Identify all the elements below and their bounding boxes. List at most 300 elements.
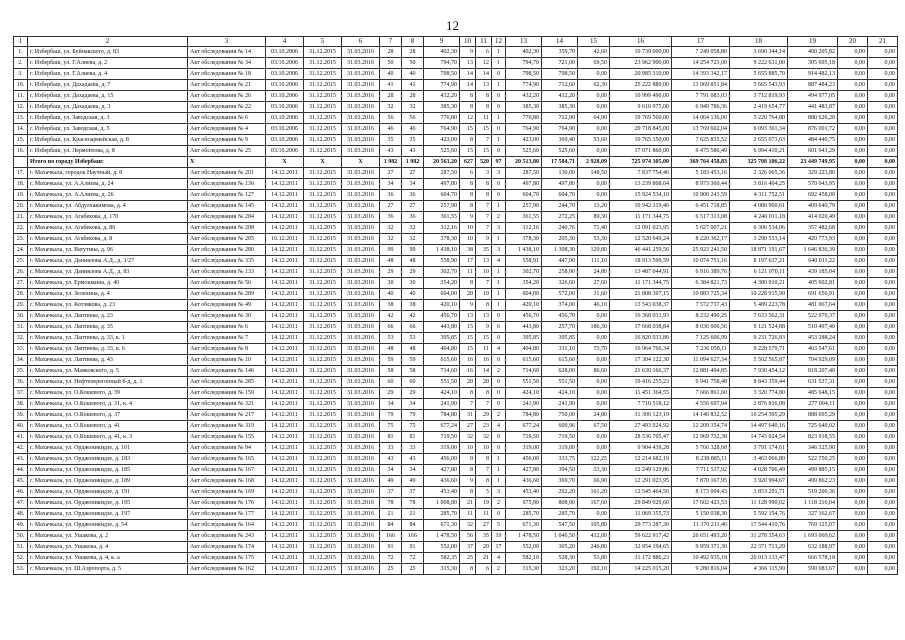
- table-cell: Акт обследования № 167: [188, 465, 266, 476]
- table-cell: 8: [476, 91, 492, 102]
- table-cell: 38: [402, 300, 424, 311]
- table-cell: 3: [476, 168, 492, 179]
- table-row: [14, 410, 898, 421]
- table-cell: 33: [402, 443, 424, 454]
- table-cell: 31.12.2015: [304, 135, 342, 146]
- table-cell: 03.10.2006: [266, 135, 304, 146]
- table-cell: 0,00: [868, 135, 898, 146]
- table-cell: 33.: [14, 344, 28, 355]
- table-cell: 0,00: [838, 223, 868, 234]
- table-cell: 241,90: [424, 399, 460, 410]
- table-cell: 1 118 216,04: [788, 498, 838, 509]
- table-cell: 32: [460, 520, 476, 531]
- table-cell: 50: [402, 58, 424, 69]
- table-cell: 0,00: [868, 388, 898, 399]
- table-cell: 14: [460, 80, 476, 91]
- table-cell: 257,90: [424, 201, 460, 212]
- table-row: [14, 542, 898, 553]
- table-cell: 499 862,23: [788, 476, 838, 487]
- table-cell: 31.12.2015: [304, 454, 342, 465]
- table-cell: 764,90: [542, 124, 578, 135]
- table-cell: 14.12.2011: [266, 201, 304, 212]
- table-cell: 31.12.2015: [304, 212, 342, 223]
- table-cell: 31.12.2015: [304, 432, 342, 443]
- table-cell: 784,80: [424, 410, 460, 421]
- table-cell: 0,00: [838, 47, 868, 58]
- table-cell: 0,00: [868, 377, 898, 388]
- table-cell: 8 197 637,21: [730, 256, 788, 267]
- table-cell: 31.03.2016: [342, 223, 380, 234]
- table-cell: 8: [460, 91, 476, 102]
- table-cell: г. Избербаш, ул. Заводская, д. 5: [28, 124, 188, 135]
- table-cell: г. Махачкала, ул. Орджоникидзе, д. 101: [28, 443, 188, 454]
- table-cell: 1: [492, 278, 506, 289]
- table-cell: 604,70: [424, 190, 460, 201]
- table-row: [14, 146, 898, 157]
- table-cell: 6 949 786,36: [672, 102, 730, 113]
- register-table-container: [13, 36, 897, 575]
- table-cell: Акт обследования № 8: [188, 344, 266, 355]
- table-cell: 354,20: [424, 278, 460, 289]
- table-cell: 4 028 706,49: [730, 465, 788, 476]
- table-cell: 25 222 880,00: [610, 80, 672, 91]
- table-cell: Акт обследования № 145: [188, 201, 266, 212]
- table-cell: 31 172 886,23: [610, 553, 672, 564]
- table-cell: 395,85: [424, 333, 460, 344]
- table-cell: 7 711 537,92: [672, 465, 730, 476]
- table-row: [14, 245, 898, 256]
- column-number-11: 11: [476, 37, 492, 47]
- table-row: [14, 421, 898, 432]
- column-number-7: 7: [380, 37, 402, 47]
- table-cell: 16.: [14, 146, 28, 157]
- table-cell: 551,50: [542, 377, 578, 388]
- table-cell: 774,90: [424, 80, 460, 91]
- table-cell: 27: [380, 168, 402, 179]
- table-cell: 246,80: [578, 542, 610, 553]
- table-cell: 0,00: [838, 234, 868, 245]
- table-cell: 14 497 640,16: [730, 421, 788, 432]
- table-cell: 14.12.2011: [266, 322, 304, 333]
- table-cell: 15: [460, 124, 476, 135]
- table-cell: 818 207,40: [788, 366, 838, 377]
- table-cell: 8: [460, 179, 476, 190]
- table-cell: 497,80: [506, 179, 542, 190]
- table-cell: X: [304, 157, 342, 168]
- table-cell: 14.12.2011: [266, 454, 304, 465]
- table-cell: 129,80: [578, 245, 610, 256]
- table-cell: 31.03.2016: [342, 410, 380, 421]
- table-cell: 414 020,49: [788, 212, 838, 223]
- table-cell: 19 416 255,23: [610, 377, 672, 388]
- table-cell: 31 306 123,19: [610, 410, 672, 421]
- table-cell: 31.12.2015: [304, 388, 342, 399]
- table-cell: 456,70: [542, 311, 578, 322]
- table-cell: 17 668 038,84: [610, 322, 672, 333]
- table-cell: 31.12.2015: [304, 509, 342, 520]
- table-cell: 03.10.2006: [266, 69, 304, 80]
- table-cell: 292,20: [542, 487, 578, 498]
- table-cell: 671,30: [424, 520, 460, 531]
- table-cell: 28: [402, 91, 424, 102]
- table-cell: 420 773,93: [788, 234, 838, 245]
- table-cell: 31.12.2015: [304, 234, 342, 245]
- table-cell: 31.03.2016: [342, 399, 380, 410]
- table-cell: 8: [460, 487, 476, 498]
- table-cell: 0,00: [868, 498, 898, 509]
- table-cell: г. Махачкала, ул. Орджоникидзе, д. 195: [28, 498, 188, 509]
- table-cell: 35.: [14, 366, 28, 377]
- table-cell: 25.: [14, 256, 28, 267]
- table-cell: 405 602,81: [788, 278, 838, 289]
- table-cell: г. Махачкала, ул. Ушакова, д. 4, к. а: [28, 553, 188, 564]
- table-cell: 725 640,02: [788, 421, 838, 432]
- table-cell: 23: [476, 421, 492, 432]
- table-cell: 8: [476, 454, 492, 465]
- table-cell: 14.12.2011: [266, 267, 304, 278]
- table-cell: 427,80: [424, 465, 460, 476]
- table-row: [14, 223, 898, 234]
- table-cell: 677,24: [506, 421, 542, 432]
- table-cell: 10 492 935,18: [672, 553, 730, 564]
- table-cell: 03.10.2006: [266, 80, 304, 91]
- table-cell: 1: [492, 289, 506, 300]
- table-cell: 14.12.2011: [266, 509, 304, 520]
- table-cell: Акт обследования № 280: [188, 245, 266, 256]
- table-cell: 590 083,67: [788, 564, 838, 575]
- table-cell: г. Махачкала, ул. Лаптиева, д. 23: [28, 311, 188, 322]
- table-cell: 484 440,75: [788, 135, 838, 146]
- table-cell: 319,00: [506, 443, 542, 454]
- table-cell: 0,00: [868, 564, 898, 575]
- table-cell: 36: [380, 190, 402, 201]
- table-cell: 3 320 774,80: [730, 388, 788, 399]
- table-cell: 1: [492, 476, 506, 487]
- table-cell: 6 384 821,73: [672, 278, 730, 289]
- table-cell: 31.12.2015: [304, 465, 342, 476]
- table-cell: 59 622 917,42: [610, 531, 672, 542]
- table-cell: 1 982: [380, 157, 402, 168]
- table-cell: 2 928,09: [578, 157, 610, 168]
- table-cell: 19: [476, 498, 492, 509]
- table-cell: Акт обследования № 7: [188, 333, 266, 344]
- table-cell: 436,60: [424, 476, 460, 487]
- table-cell: 443,80: [424, 322, 460, 333]
- table-cell: 78: [402, 498, 424, 509]
- table-cell: 11: [476, 113, 492, 124]
- table-cell: 10.: [14, 80, 28, 91]
- table-cell: 441 483,87: [788, 102, 838, 113]
- table-row: [14, 278, 898, 289]
- table-cell: 03.10.2006: [266, 113, 304, 124]
- table-cell: 31.12.2015: [304, 410, 342, 421]
- table-cell: 525,60: [542, 146, 578, 157]
- table-cell: 48: [402, 256, 424, 267]
- table-cell: 0,00: [578, 179, 610, 190]
- table-cell: 31.12.2015: [304, 355, 342, 366]
- table-cell: 31.03.2016: [342, 300, 380, 311]
- table-cell: 31.12.2015: [304, 47, 342, 58]
- table-row: [14, 267, 898, 278]
- table-cell: 369,70: [542, 476, 578, 487]
- table-row: [14, 289, 898, 300]
- table-cell: 604,00: [424, 289, 460, 300]
- table-cell: 369,40: [542, 135, 578, 146]
- table-cell: 31.03.2016: [342, 487, 380, 498]
- table-cell: 186,30: [578, 322, 610, 333]
- table-cell: 315,30: [424, 564, 460, 575]
- table-cell: 34: [380, 399, 402, 410]
- table-cell: 497,80: [542, 179, 578, 190]
- table-cell: 0,00: [578, 91, 610, 102]
- table-cell: 666 578,18: [788, 553, 838, 564]
- table-cell: 29: [476, 410, 492, 421]
- table-cell: 41.: [14, 432, 28, 443]
- table-cell: 53: [402, 333, 424, 344]
- table-cell: 8: [476, 102, 492, 113]
- table-cell: 0,00: [838, 113, 868, 124]
- table-cell: 385,30: [542, 102, 578, 113]
- table-cell: 14.12.2011: [266, 344, 304, 355]
- column-number-12: 12: [492, 37, 506, 47]
- table-cell: 0,00: [868, 410, 898, 421]
- table-cell: 327 162,67: [788, 509, 838, 520]
- table-cell: 31.03.2016: [342, 322, 380, 333]
- table-cell: 0,00: [838, 256, 868, 267]
- table-cell: 31.03.2016: [342, 278, 380, 289]
- table-cell: 4 380 910,21: [730, 278, 788, 289]
- table-cell: 42,60: [578, 47, 610, 58]
- table-cell: 91: [402, 542, 424, 553]
- table-cell: 494 977,05: [788, 91, 838, 102]
- column-number-21: 21: [868, 37, 898, 47]
- table-cell: 58: [402, 366, 424, 377]
- table-cell: 31.12.2015: [304, 531, 342, 542]
- table-cell: 28: [380, 47, 402, 58]
- table-cell: 18 871 191,67: [730, 245, 788, 256]
- table-cell: 36.: [14, 377, 28, 388]
- table-cell: 8: [476, 179, 492, 190]
- table-cell: 7 710 518,12: [610, 399, 672, 410]
- table-row: [14, 69, 898, 80]
- table-cell: 14.12.2011: [266, 487, 304, 498]
- table-row: [14, 520, 898, 531]
- table-cell: 9 475 586,49: [672, 146, 730, 157]
- table-cell: 11: [460, 267, 476, 278]
- table-cell: 13,20: [578, 201, 610, 212]
- table-cell: 14.12.2011: [266, 355, 304, 366]
- table-cell: 10 883 725,34: [672, 289, 730, 300]
- table-cell: 81: [402, 432, 424, 443]
- table-cell: 0,00: [868, 553, 898, 564]
- table-cell: 15: [460, 344, 476, 355]
- table-row: [14, 564, 898, 575]
- table-cell: 27: [402, 168, 424, 179]
- table-cell: 29: [380, 267, 402, 278]
- table-cell: 99: [380, 245, 402, 256]
- table-cell: 14.12.2011: [266, 399, 304, 410]
- table-cell: 66,90: [578, 476, 610, 487]
- table-cell: 402,30: [424, 47, 460, 58]
- table-cell: 31.12.2015: [304, 443, 342, 454]
- table-cell: 20.: [14, 201, 28, 212]
- table-cell: 5 592 154,76: [730, 509, 788, 520]
- table-cell: 0,00: [868, 454, 898, 465]
- table-cell: 2: [492, 498, 506, 509]
- table-cell: Акт обследования № 150: [188, 388, 266, 399]
- table-cell: 31.12.2015: [304, 80, 342, 91]
- table-cell: 10 900 243,59: [672, 190, 730, 201]
- table-cell: 13: [460, 311, 476, 322]
- table-cell: г. Махачкала, ул. А.Алиева, д. 26: [28, 190, 188, 201]
- table-cell: 1: [492, 267, 506, 278]
- table-cell: 31.12.2015: [304, 58, 342, 69]
- table-cell: 2: [492, 410, 506, 421]
- table-cell: 0,00: [868, 146, 898, 157]
- table-cell: 22 371 713,29: [730, 542, 788, 553]
- table-cell: 36: [402, 190, 424, 201]
- table-cell: 49: [380, 476, 402, 487]
- table-cell: 0,00: [838, 267, 868, 278]
- table-cell: 305 695,18: [788, 58, 838, 69]
- table-cell: 0,00: [838, 410, 868, 421]
- table-cell: 14.12.2011: [266, 179, 304, 190]
- table-cell: 2.: [14, 58, 28, 69]
- register-table: [13, 36, 898, 575]
- table-cell: г. Махачкала, ул. О.Кошевого, д. 41: [28, 421, 188, 432]
- column-number-5: 5: [304, 37, 342, 47]
- table-cell: 0,00: [578, 432, 610, 443]
- table-cell: 14.12.2011: [266, 278, 304, 289]
- table-cell: 31.03.2016: [342, 531, 380, 542]
- table-cell: 2: [492, 212, 506, 223]
- table-row: [14, 113, 898, 124]
- table-cell: Акт обследования № 127: [188, 190, 266, 201]
- table-cell: 0: [492, 355, 506, 366]
- table-cell: 0,00: [838, 168, 868, 179]
- table-cell: 725 974 305,00: [610, 157, 672, 168]
- table-cell: 14.12.2011: [266, 245, 304, 256]
- table-cell: 764,90: [506, 124, 542, 135]
- table-cell: 31.12.2015: [304, 179, 342, 190]
- table-cell: г. Махачкала, ул. А.Алиева, д. 24: [28, 179, 188, 190]
- table-cell: 91: [380, 542, 402, 553]
- table-cell: г. Махачкала, ул. Лаптиева, д. 33, к. 1: [28, 333, 188, 344]
- table-cell: 31.03.2016: [342, 366, 380, 377]
- table-cell: 10: [476, 443, 492, 454]
- table-cell: 423,00: [506, 135, 542, 146]
- table-cell: 0,00: [868, 421, 898, 432]
- table-cell: 5 183 453,16: [672, 168, 730, 179]
- table-cell: 7 633 562,31: [730, 311, 788, 322]
- table-row: [14, 212, 898, 223]
- column-number-9: 9: [424, 37, 460, 47]
- table-cell: г. Избербаш, ул. Дахадаева, д. 15: [28, 91, 188, 102]
- table-cell: 5 502 565,87: [730, 355, 788, 366]
- table-cell: 31.12.2015: [304, 223, 342, 234]
- table-cell: 31.03.2016: [342, 564, 380, 575]
- table-cell: г. Махачкала, ул. Орджоникидзе, д. 197: [28, 509, 188, 520]
- table-cell: 378,30: [506, 234, 542, 245]
- table-cell: 0,00: [868, 311, 898, 322]
- table-cell: 45.: [14, 476, 28, 487]
- table-cell: г. Махачкала, ул. Ушакова, д. 4: [28, 542, 188, 553]
- table-cell: г. Махачкала, ул. О.Кошевого, д. 31, к. 4: [28, 399, 188, 410]
- table-cell: 0,00: [838, 333, 868, 344]
- table-cell: 11 171 344,75: [610, 212, 672, 223]
- table-cell: 72: [380, 553, 402, 564]
- table-cell: 7: [476, 223, 492, 234]
- table-cell: 03.10.2006: [266, 47, 304, 58]
- table-cell: 43: [402, 454, 424, 465]
- table-cell: 31.03.2016: [342, 69, 380, 80]
- table-cell: 776,80: [506, 113, 542, 124]
- table-cell: 16: [460, 355, 476, 366]
- table-cell: 776,80: [424, 113, 460, 124]
- table-cell: 285,70: [506, 509, 542, 520]
- table-cell: 105,80: [578, 520, 610, 531]
- table-cell: 5 665 543,93: [730, 80, 788, 91]
- table-cell: 34: [402, 399, 424, 410]
- table-cell: 0,00: [578, 399, 610, 410]
- table-cell: 0,00: [838, 542, 868, 553]
- table-cell: 7 930 454,12: [730, 366, 788, 377]
- table-cell: 78: [380, 498, 402, 509]
- table-cell: 241,90: [506, 399, 542, 410]
- table-cell: 704 929,09: [788, 355, 838, 366]
- table-cell: 28: [380, 91, 402, 102]
- table-cell: 205,30: [542, 234, 578, 245]
- table-cell: 31.12.2015: [304, 267, 342, 278]
- table-cell: 9 280 816,04: [672, 564, 730, 575]
- table-cell: 7 666 861,60: [672, 388, 730, 399]
- table-cell: 402,30: [506, 47, 542, 58]
- table-cell: X: [266, 157, 304, 168]
- table-cell: 0,00: [868, 333, 898, 344]
- table-cell: 11 069 355,73: [610, 509, 672, 520]
- table-cell: 0,00: [838, 58, 868, 69]
- table-cell: 31.03.2016: [342, 146, 380, 157]
- table-cell: 628,00: [542, 366, 578, 377]
- table-cell: 453,40: [424, 487, 460, 498]
- table-cell: 0,00: [868, 520, 898, 531]
- table-cell: 31.03.2016: [342, 476, 380, 487]
- table-cell: 29: [402, 267, 424, 278]
- table-cell: 1: [492, 454, 506, 465]
- table-cell: 20 513,80: [506, 157, 542, 168]
- table-cell: 240,76: [542, 223, 578, 234]
- table-cell: 1: [492, 47, 506, 58]
- table-cell: 16: [476, 355, 492, 366]
- table-cell: 25: [380, 564, 402, 575]
- table-cell: 31.12.2015: [304, 322, 342, 333]
- table-cell: 0,00: [838, 190, 868, 201]
- table-cell: 31.03.2016: [342, 256, 380, 267]
- table-cell: 14.12.2011: [266, 553, 304, 564]
- table-cell: 31.03.2016: [342, 135, 380, 146]
- table-cell: 582,10: [506, 553, 542, 564]
- table-cell: 0,00: [838, 124, 868, 135]
- table-cell: 20: [476, 542, 492, 553]
- table-cell: 40: [402, 289, 424, 300]
- table-cell: 1 982: [402, 157, 424, 168]
- page-number: 12: [446, 18, 459, 33]
- table-header: [14, 37, 898, 47]
- table-cell: 0,00: [578, 190, 610, 201]
- column-number-3: 3: [188, 37, 266, 47]
- table-cell: 2 326 065,36: [730, 168, 788, 179]
- table-cell: 0,00: [838, 157, 868, 168]
